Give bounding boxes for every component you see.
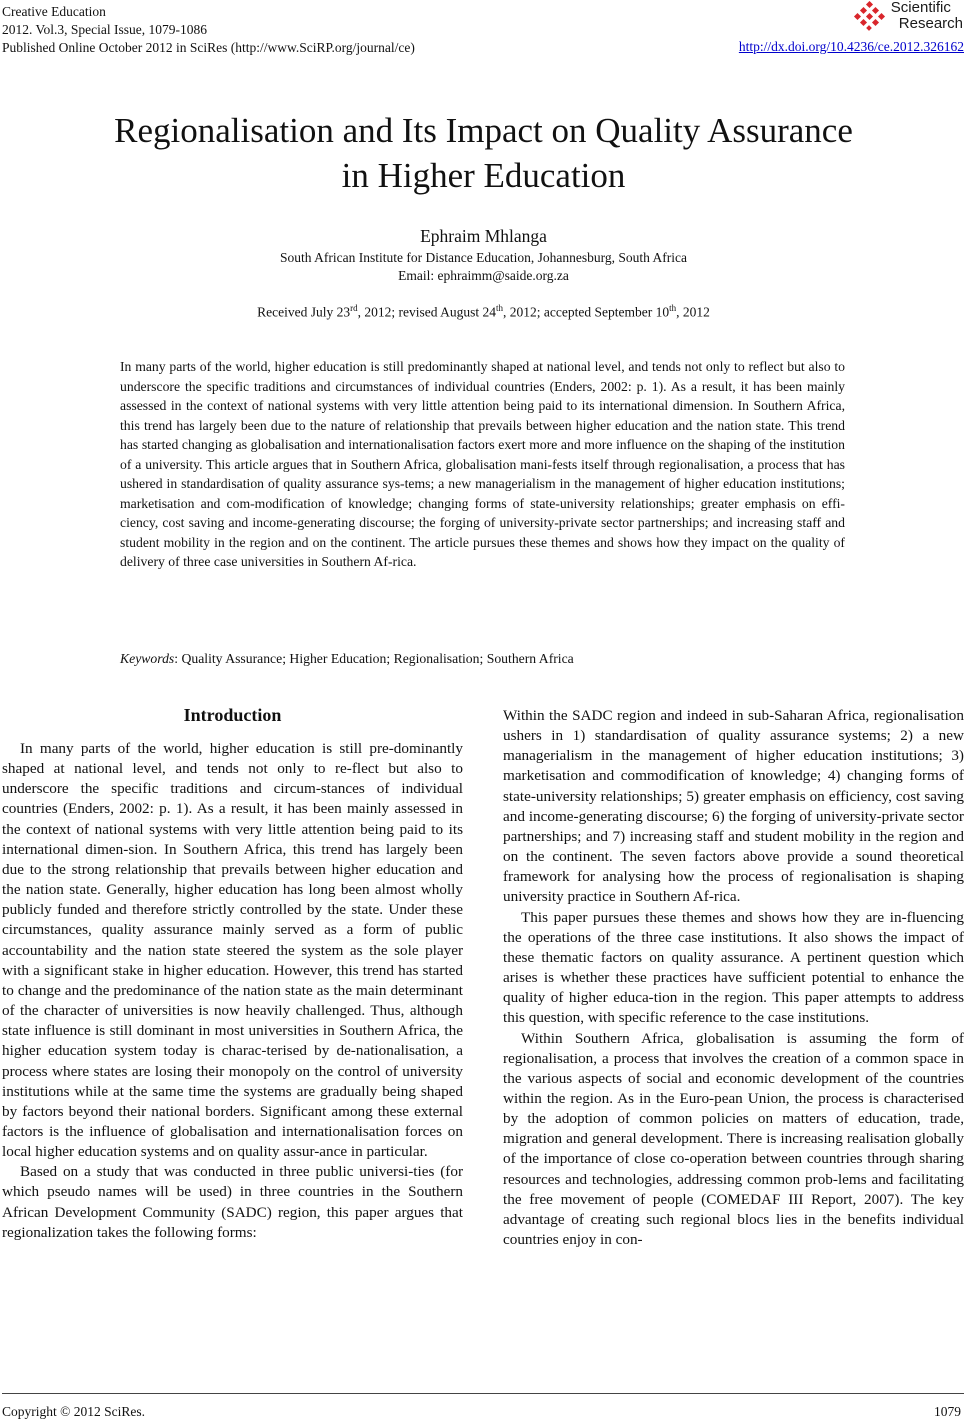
email-text: Email: ephraimm@saide.org.za (398, 268, 569, 283)
diamond-dots-icon (852, 1, 888, 31)
paragraph: Within the SADC region and indeed in sub-Saharan Africa, regionalisation ushers in 1) standardisation of quality assurance systems; 2) a new managerialism in the management of higher education institutions; 3) marketisation and commodification of knowledge; 4) changing forms of state-university relationships; 5) greater emphasis on efficiency, cost saving and income-generating discourse; 6) the forging of university-private sector partnerships; and 7) increasing staff and student mobility in the region and on the continent. The seven factors above provide a sound theoretical framework for analysing how the process of regionalisation is shaping university practice in Southern Af-rica. (503, 707, 964, 906)
page-number: 1079 (934, 1404, 961, 1419)
published-line: Published Online October 2012 in SciRes (http://www.SciRP.org/journal/ce) (2, 40, 415, 55)
section-heading-introduction: Introduction (183, 705, 282, 725)
paper-title: Regionalisation and Its Impact on Quality Assurance in Higher Education (114, 111, 853, 195)
keywords (120, 651, 574, 667)
author-affiliation (0, 249, 967, 285)
doi-link[interactable]: http://dx.doi.org/10.4236/ce.2012.326162 (738, 39, 964, 54)
paragraph: Within Southern Africa, globalisation is assuming the form of regionalisation, a process that involves the creation of a common space in the various aspects of social and economic development of the countries within the region. As in the Euro-pean Union, the process is characterised by the adoption of common policies on matters of education, trade, migration and general development. There is increasing realisation globally of the importance of close co-operation between countries through sharing resources and technologies, addressing common prob-lems and facilitating the free movement of people (COMEDAF III Report, 2007). The key advantage of creating such regional blocs lies in the benefits individual countries enjoy in con- (503, 1029, 964, 1249)
copyright: Copyright © 2012 SciRes. (2, 1404, 146, 1419)
footer-divider (2, 1393, 964, 1394)
abstract: In many parts of the world, higher education is still predominantly shaped at national level, and tends not only to reflect but also to underscore the specific traditions and circumstances of individual countries (Enders, 2002: p. 1). As a result, it has been mainly assessed in the context of national systems with very little attention being paid to its international dimension. In Southern Africa, this trend has largely been due to the nature of relationship that prevails between higher education and the nation state. This trend has started changing as globalisation and internationalisation factors exert more and more influence on the shaping of the institution of a university. This article argues that in Southern Africa, globalisation mani-fests itself through regionalisation, a process that has ushered in standardisation of quality assurance sys-tems; a new managerialism in the management of higher education institutions; marketisation and com-modification of knowledge; changing forms of state-university relationships; greater emphasis on effi-ciency, cost saving and income-generating discourse; the forging of university-private sector partnerships; and increasing staff and student mobility in the region and on the continent. The article pursues these themes and shows how they impact on the quality of delivery of three case universities in Southern Af-rica. (120, 359, 845, 569)
keywords-label: Keywords (120, 651, 175, 666)
left-column (2, 703, 463, 1243)
keywords-list: : Quality Assurance; Higher Education; Regionalisation; Southern Africa (174, 651, 574, 666)
logo-text: Scientific Research (890, 0, 963, 32)
journal-name: Creative Education (2, 4, 106, 19)
paragraph: This paper pursues these themes and shows how they are in-fluencing the operations of the three case institutions. It also shows the impact of these thematic factors on quality assurance. A pertinent question which arises is whether these practices have sufficient potential to enhance the quality of higher educa-tion in the region. This paper attempts to address this question, with specific reference to the case institutions. (503, 908, 964, 1027)
volume-line: 2012. Vol.3, Special Issue, 1079-1086 (2, 22, 207, 37)
author-name: Ephraim Mhlanga (420, 226, 547, 246)
submission-dates: Received July 23rd, 2012; revised August 24th, 2012; accepted September 10th, 2012 (257, 303, 710, 320)
paragraph: Based on a study that was conducted in three public universi-ties (for which pseudo names will be used) in three countries in the Southern African Development Community (SADC) region, this paper argues that regionalization takes the following forms: (2, 1163, 463, 1241)
affiliation-text: South African Institute for Distance Education, Johannesburg, South Africa (280, 250, 687, 265)
right-column (503, 706, 964, 1250)
journal-header (2, 3, 415, 57)
paragraph: In many parts of the world, higher education is still pre-dominantly shaped at national level, and tends not only to re-flect but also to underscore the specific traditions and circum-stances of individual countries (Enders, 2002: p. 1). As a result, it has been mainly assessed in the context of national systems with very little attention being paid to its international dimen-sion. In Southern Africa, this trend has largely been due to the strong relationship that prevails between higher education and the nation state. Generally, higher education has long been almost wholly publicly funded and therefore strictly controlled by the state. Under these circumstances, quality assurance mainly served as a form of public accountability and the nation state steered the system as the sole player with a significant stake in higher education. However, this trend has started to change and the predominance of the nation state as the main determinant of the character of universities is now heavily challenged. Thus, although state influence is still dominant in most universities in Southern Africa, the higher education system today is charac-terised by de-nationalisation, a process where states are losing their monopoly on the control of university institutions while at the same time the systems are gradually being shaped by factors beyond their national borders. Significant among these external factors is the influence of globalisation and internationalisation forces on local higher education systems and on quality assur-ance in particular. (2, 740, 463, 1161)
publisher-logo (852, 0, 963, 32)
